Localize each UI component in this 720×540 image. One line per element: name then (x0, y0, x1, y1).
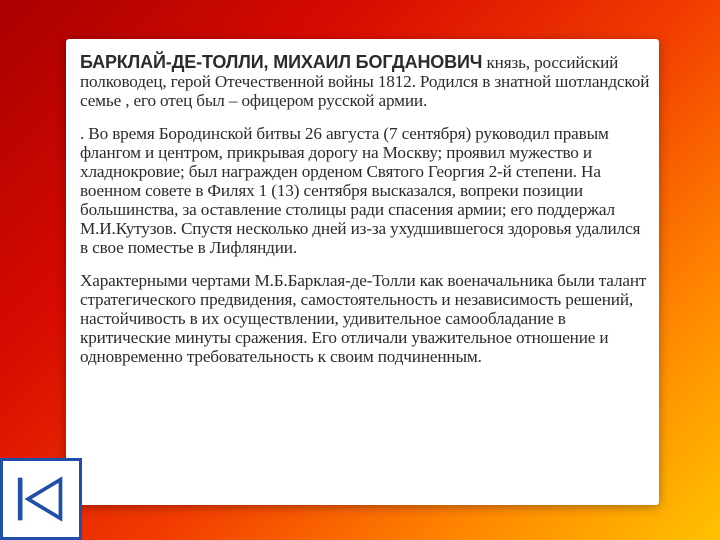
previous-slide-button[interactable] (0, 458, 82, 540)
intro-paragraph (80, 53, 650, 110)
document-text (80, 53, 650, 366)
person-name-heading: БАРКЛАЙ-ДЕ-ТОЛЛИ, МИХАИЛ БОГДАНОВИЧ (80, 52, 483, 72)
slide-card (66, 39, 659, 505)
previous-arrow-icon (3, 461, 79, 537)
characteristics-paragraph: Характерными чертами М.Б.Барклая-де-Толли как военачальника были талант стратегического предвидения, самостоятельность и независимость решений, настойчивость в их осуществлении, удивительное самообладание в критические минуты сражения. Его отличали уважительное отношение и одновременно требовательность к своим подчиненным. (80, 271, 647, 366)
battle-paragraph: . Во время Бородинской битвы 26 августа (7 сентября) руководил правым флангом и центром, прикрывая дорогу на Москву; проявил мужество и хладнокровие; был награжден орденом Святого Георгия 2-й степени. На военном совете в Филях 1 (13) сентября высказался, вопреки позиции большинства, за оставление столицы ради спасения армии; его поддержал М.И.Кутузов. Спустя несколько дней из-за ухудшившегося здоровья удалился в свое поместье в Лифляндии. (80, 124, 641, 257)
intro-text: князь, российский полководец, герой Отечественной войны 1812. Родился в знатной шотландской семье , его отец был – офицером русской армии. (80, 53, 650, 110)
